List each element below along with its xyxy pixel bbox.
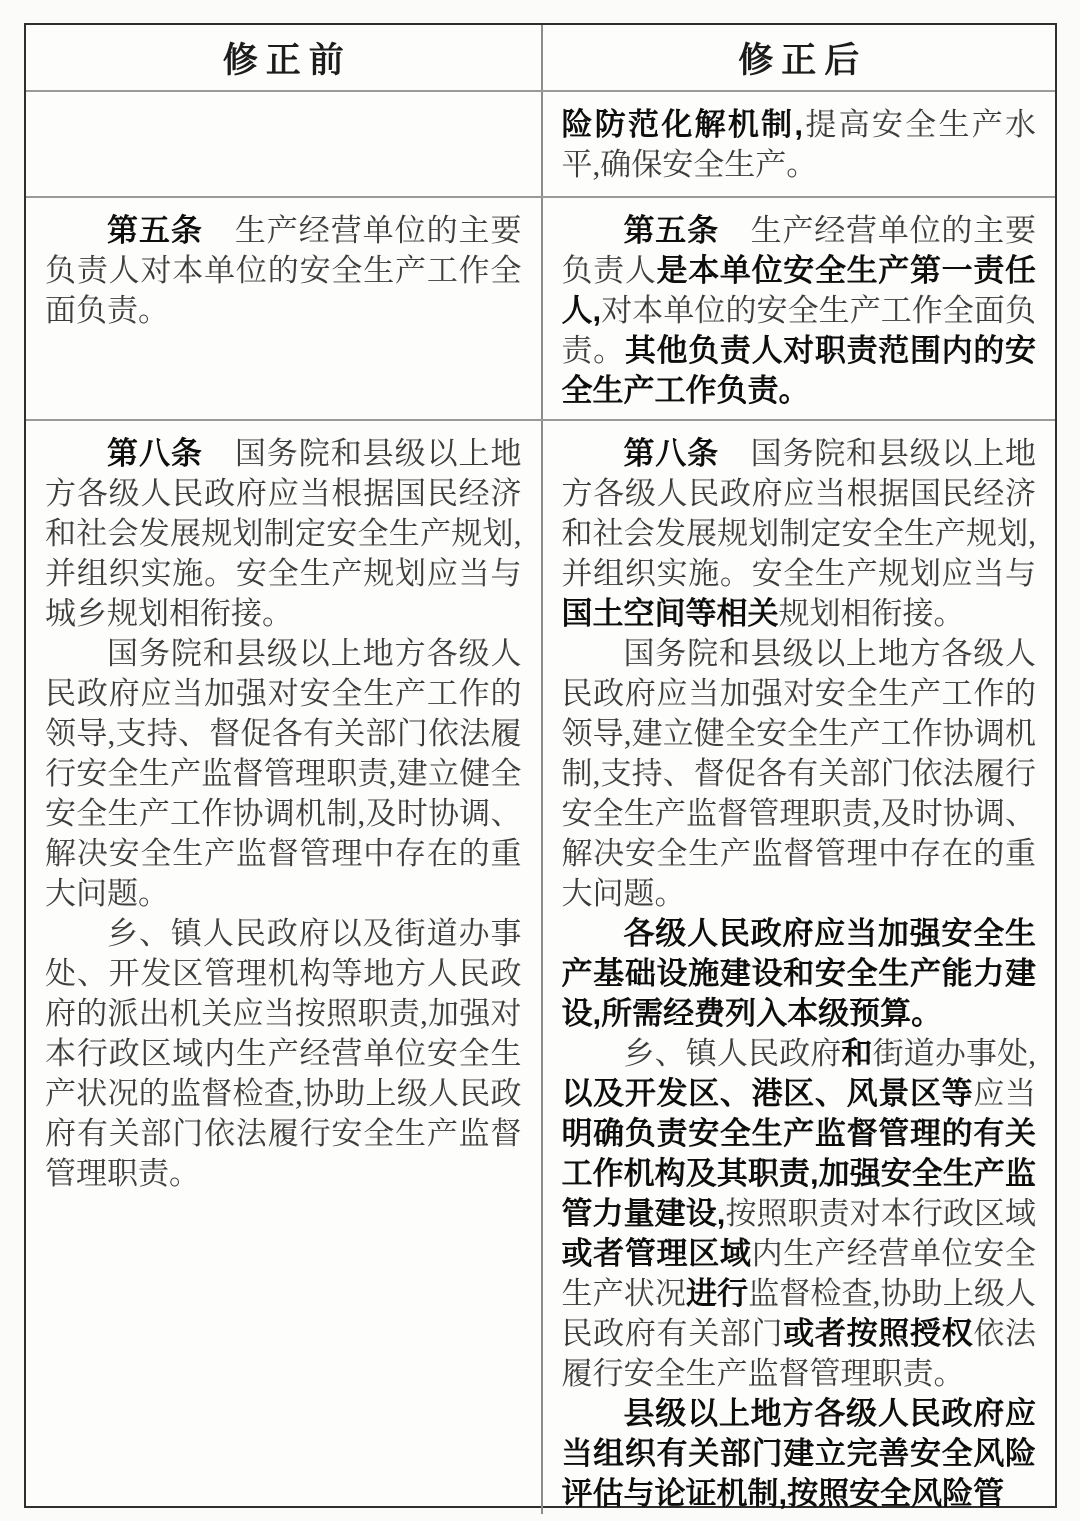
table-row bbox=[26, 198, 1055, 421]
amended-text-segment: 其他负责人对职责范围内的安全生产工作负责。 bbox=[561, 333, 1037, 408]
amended-text-segment: 国土空间等相关 bbox=[561, 596, 779, 631]
text-segment: 内生产经营单位安全生产状况 bbox=[561, 1236, 1037, 1311]
cell-after-amendment bbox=[541, 421, 1056, 1514]
text-segment: 国务院和县级以上地方各级人民政府应当根据国民经济和社会发展规划制定安全生产规划,并组织实施。安全生产规划应当与城乡规划相衔接。 bbox=[45, 436, 522, 631]
cell-before-amendment bbox=[26, 421, 541, 1514]
paragraph bbox=[45, 434, 522, 634]
text-segment: 街道办事处, bbox=[872, 1036, 1037, 1071]
amended-text-segment: 和 bbox=[841, 1036, 873, 1071]
amended-text-segment: 或者按照授权 bbox=[783, 1316, 974, 1351]
text-segment: 国务院和县级以上地方各级人民政府应当根据国民经济和社会发展规划制定安全生产规划,并组织实施。安全生产规划应当与 bbox=[561, 436, 1036, 591]
text-segment: 按照职责对本行政区域 bbox=[725, 1196, 1036, 1231]
amended-text-segment: 以及开发区、港区、风景区等 bbox=[561, 1076, 974, 1111]
text-segment: 监督检查,协助上级人民政府有关部门 bbox=[561, 1276, 1037, 1351]
paragraph bbox=[45, 211, 522, 331]
paragraph bbox=[562, 105, 1037, 185]
text-segment: 依法履行安全生产监督管理职责。 bbox=[561, 1316, 1037, 1391]
amended-text-segment: 进行 bbox=[685, 1276, 749, 1311]
cell-after-amendment bbox=[541, 92, 1056, 196]
table-header-row bbox=[26, 25, 1055, 92]
cell-before-amendment bbox=[26, 92, 541, 196]
amended-text-segment: 第五条 bbox=[623, 213, 719, 248]
paragraph bbox=[45, 914, 522, 1194]
cell-before-amendment bbox=[26, 198, 541, 419]
amended-text-segment: 第八条 bbox=[623, 436, 719, 471]
amended-text-segment: 明确负责安全生产监督管理的有关工作机构及其职责,加强安全生产监管力量建设, bbox=[561, 1116, 1036, 1231]
amended-text-segment: 县级以上地方各级人民政府应当组织有关部门建立完善安全风险评估与论证机制,按照安全风险管 bbox=[561, 1396, 1036, 1511]
text-segment: 国务院和县级以上地方各级人民政府应当加强对安全生产工作的领导,建立健全安全生产工作协调机制,支持、督促各有关部门依法履行安全生产监督管理职责,及时协调、解决安全生产监督管理中存在的重大问题。 bbox=[561, 636, 1036, 911]
text-segment: 提高安全生产水平,确保安全生产。 bbox=[561, 107, 1036, 182]
paragraph bbox=[45, 634, 522, 914]
amended-text-segment: 各级人民政府应当加强安全生产基础设施建设和安全生产能力建设,所需经费列入本级预算。 bbox=[561, 916, 1036, 1031]
header-before: 修正前 bbox=[222, 40, 352, 80]
text-segment: 乡、镇人民政府以及街道办事处、开发区管理机构等地方人民政府的派出机关应当按照职责,加强对本行政区域内生产经营单位安全生产状况的监督检查,协助上级人民政府有关部门依法履行安全生产监督管理职责。 bbox=[45, 916, 522, 1191]
paragraph bbox=[562, 1034, 1037, 1394]
paragraph bbox=[562, 634, 1037, 914]
amendment-comparison-table bbox=[24, 23, 1057, 1511]
text-segment: 规划相衔接。 bbox=[778, 596, 965, 631]
amended-text-segment: 或者管理区域 bbox=[561, 1236, 752, 1271]
paragraph bbox=[562, 211, 1037, 411]
paragraph bbox=[562, 1394, 1037, 1514]
table-row bbox=[26, 421, 1055, 1514]
text-segment: 生产经营单位的主要负责人 bbox=[561, 213, 1036, 288]
cell-after-amendment bbox=[541, 198, 1056, 419]
table-row bbox=[26, 92, 1055, 198]
paragraph bbox=[562, 914, 1037, 1034]
text-segment: 国务院和县级以上地方各级人民政府应当加强对安全生产工作的领导,支持、督促各有关部门依法履行安全生产监督管理职责,建立健全安全生产工作协调机制,及时协调、解决安全生产监督管理中存在的重大问题。 bbox=[45, 636, 522, 911]
amended-text-segment: 第八条 bbox=[107, 436, 203, 471]
text-segment: 乡、镇人民政府 bbox=[623, 1036, 842, 1071]
amended-text-segment: 险防范化解机制, bbox=[561, 107, 804, 142]
text-segment: 生产经营单位的主要负责人对本单位的安全生产工作全面负责。 bbox=[45, 213, 522, 328]
amended-text-segment: 是本单位安全生产第一责任人, bbox=[561, 253, 1037, 328]
amended-text-segment: 第五条 bbox=[107, 213, 203, 248]
header-after: 修正后 bbox=[541, 25, 1056, 90]
text-segment: 应当 bbox=[973, 1076, 1037, 1111]
text-segment: 对本单位的安全生产工作全面负责。 bbox=[561, 293, 1036, 368]
paragraph bbox=[562, 434, 1037, 634]
